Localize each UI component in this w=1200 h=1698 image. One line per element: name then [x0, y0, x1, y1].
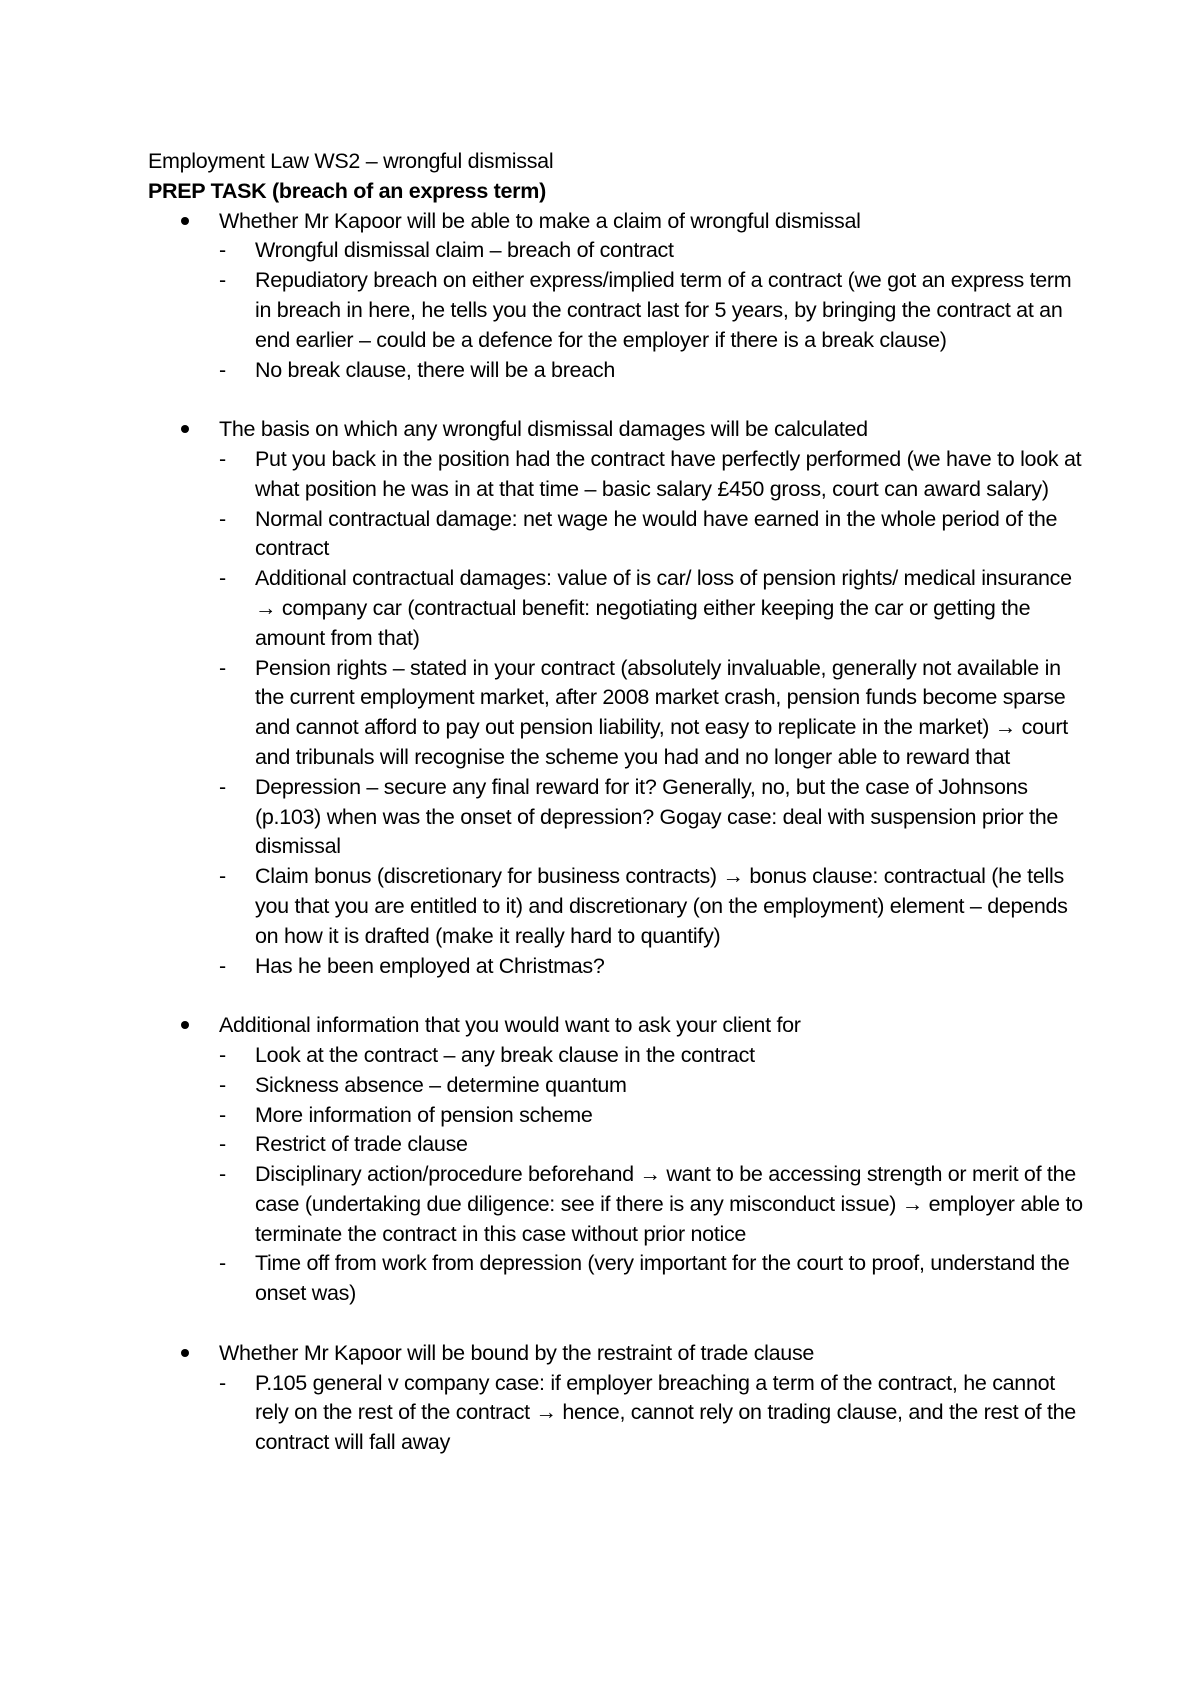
section-heading: Additional information that you would want to ask your client for: [219, 1013, 801, 1038]
list-item: - P.105 general v company case: if employer breaching a term of the contract, he cannot rely on the rest of the contract → hence, cannot rely on trading clause, and the rest of the contract will fall away: [218, 1369, 1088, 1458]
section-heading: Whether Mr Kapoor will be bound by the restraint of trade clause: [219, 1340, 815, 1365]
section-wrongful-dismissal-claim: [148, 207, 1088, 386]
section-heading: The basis on which any wrongful dismissal damages will be calculated: [219, 417, 868, 442]
bullet-icon: [181, 425, 189, 433]
list-item: - Disciplinary action/procedure beforehand → want to be accessing strength or merit of the case (undertaking due diligence: see if there is any misconduct issue) → employer able to terminate the contract in this case without prior notice: [218, 1160, 1088, 1249]
section-additional-information: [148, 1011, 1088, 1309]
bullet-icon: [181, 1021, 189, 1029]
section-restraint-of-trade: [148, 1339, 1088, 1458]
list-item: - Normal contractual damage: net wage he would have earned in the whole period of the contract: [218, 505, 1088, 565]
list-item: - Has he been employed at Christmas?: [218, 952, 1088, 982]
section-items: [219, 445, 1088, 981]
list-item: - Time off from work from depression (very important for the court to proof, understand the onset was): [218, 1249, 1088, 1309]
section-heading: Whether Mr Kapoor will be able to make a claim of wrongful dismissal: [219, 208, 861, 233]
list-item: - Look at the contract – any break clause in the contract: [218, 1041, 1088, 1071]
list-item: - Wrongful dismissal claim – breach of contract: [218, 236, 1088, 266]
list-item: - Pension rights – stated in your contract (absolutely invaluable, generally not available in the current employment market, after 2008 market crash, pension funds become sparse and cannot afford to pay out pension liability, not easy to replicate in the market) → court and tribunals will recognise the scheme you had and no longer able to reward that: [218, 654, 1088, 773]
list-item: - Sickness absence – determine quantum: [218, 1071, 1088, 1101]
list-item: - Additional contractual damages: value of is car/ loss of pension rights/ medical insurance → company car (contractual benefit: negotiating either keeping the car or getting the amount from that): [218, 564, 1088, 653]
bullet-icon: [181, 1349, 189, 1357]
list-item: - Restrict of trade clause: [218, 1130, 1088, 1160]
list-item: - Repudiatory breach on either express/implied term of a contract (we got an express term in breach in here, he tells you the contract last for 5 years, by bringing the contract at an end earlier – could be a defence for the employer if there is a break clause): [218, 266, 1088, 355]
list-item: - Depression – secure any final reward for it? Generally, no, but the case of Johnsons (p.103) when was the onset of depression? Gogay case: deal with suspension prior the dismissal: [218, 773, 1088, 862]
section-items: [219, 1041, 1088, 1309]
section-items: [219, 236, 1088, 385]
list-item: - More information of pension scheme: [218, 1101, 1088, 1131]
bullet-icon: [181, 217, 189, 225]
document-subtitle: PREP TASK (breach of an express term): [148, 178, 546, 203]
list-item: - Put you back in the position had the contract have perfectly performed (we have to look at what position he was in at that time – basic salary £450 gross, court can award salary): [218, 445, 1088, 505]
list-item: - Claim bonus (discretionary for business contracts) → bonus clause: contractual (he tells you that you are entitled to it) and discretionary (on the employment) element – depends on how it is drafted (make it really hard to quantify): [218, 862, 1088, 951]
section-damages-basis: [148, 415, 1088, 981]
list-item: - No break clause, there will be a breach: [218, 356, 1088, 386]
document-title: Employment Law WS2 – wrongful dismissal: [148, 149, 554, 173]
section-items: [219, 1369, 1088, 1458]
document-page: [148, 147, 1088, 1458]
